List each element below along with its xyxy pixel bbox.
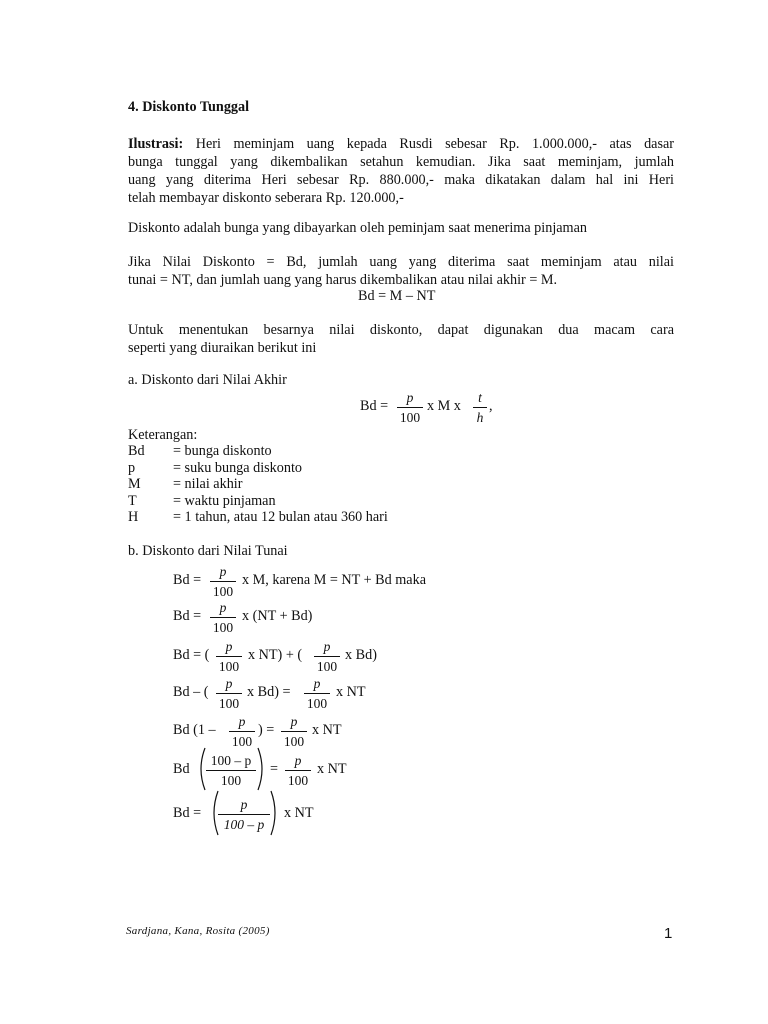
fraction-bar [210,581,236,582]
formula-a-fraction-t [473,389,487,426]
fraction-numerator: p [225,676,233,691]
page-number: 1 [664,925,673,942]
methods-intro-paragraph [128,321,674,357]
formula-b3-middle: x NT) + ( [248,647,303,663]
fraction-bar [206,770,256,771]
formula-b6-middle: = [270,761,279,777]
formula-b4-lhs: Bd – ( [173,684,209,700]
footer-citation: Sardjana, Kana, Rosita (2005) [126,925,270,937]
formula-b7-lhs: Bd = [173,805,202,821]
fraction-numerator: p [225,639,233,654]
fraction-denominator: h [476,410,484,425]
illustration-line-2: bunga tunggal yang dikembalikan setahun kemudian. Jika saat meminjam, jumlah [128,154,674,170]
fraction-denominator: 100 [283,734,305,749]
right-parenthesis-icon [270,790,280,836]
fraction-numerator: p [238,714,246,729]
illustration-text-1: Heri meminjam uang kepada Rusdi sebesar Rp. 1.000.000,- atas dasar [195,136,675,152]
notation-formula: Bd = M – NT [358,288,436,304]
definition-text: Diskonto adalah bunga yang dibayarkan oleh peminjam saat menerima pinjaman [128,220,587,236]
formula-b1-lhs: Bd = [173,572,202,588]
legend-key-p: p [128,460,136,476]
notation-line-1: Jika Nilai Diskonto = Bd, jumlah uang yang diterima saat meminjam atau nilai [128,254,674,270]
fraction-bar [285,770,311,771]
methods-intro-line-2: seperti yang diuraikan berikut ini [128,340,317,356]
fraction-numerator: p [323,639,331,654]
formula-b5-fraction-1 [229,713,255,750]
illustration-label: Ilustrasi: [128,136,184,152]
fraction-bar [210,617,236,618]
formula-b4-rest: x NT [336,684,366,700]
illustration-line-4: telah membayar diskonto seberara Rp. 120.000,- [128,190,404,206]
fraction-bar [304,693,330,694]
illustration-line-3: uang yang diterima Heri sebesar Rp. 880.000,- maka dikatakan dalam hal ini Heri [128,172,674,188]
illustration-line-1 [128,135,674,153]
formula-a-fraction-p [397,389,423,426]
fraction-denominator: 100 [212,620,234,635]
formula-b3-lhs: Bd = ( [173,647,210,663]
formula-b2-fraction [210,599,236,636]
fraction-denominator: 100 [212,584,234,599]
fraction-bar [473,407,487,408]
fraction-numerator: p [290,714,298,729]
legend-key-h: H [128,509,139,525]
fraction-numerator: p [219,564,227,579]
fraction-bar [216,693,242,694]
fraction-bar [397,407,423,408]
fraction-numerator: p [294,753,302,768]
fraction-numerator: p [406,390,414,405]
formula-b6-fraction-1 [206,752,256,789]
legend-value-t: = waktu pinjaman [173,493,276,509]
formula-b2-rest: x (NT + Bd) [242,608,313,624]
fraction-numerator: p [313,676,321,691]
formula-b4-fraction-1 [216,675,242,712]
fraction-bar [229,731,255,732]
legend-key-t: T [128,493,137,509]
formula-b4-fraction-2 [304,675,330,712]
notation-line-2: tunai = NT, dan jumlah uang yang harus dikembalikan atau nilai akhir = M. [128,272,558,288]
formula-a-tail: , [489,398,493,414]
fraction-denominator: 100 [316,659,338,674]
legend-title: Keterangan: [128,427,198,443]
fraction-denominator: 100 [306,696,328,711]
formula-a-middle: x M x [427,398,461,414]
legend-key-bd: Bd [128,443,145,459]
formula-b5-rest: x NT [312,722,342,738]
fraction-denominator: 100 [231,734,253,749]
formula-b5-lhs: Bd (1 – [173,722,216,738]
formula-b5-middle: ) = [258,722,275,738]
fraction-denominator: 100 [220,773,242,788]
notation-paragraph [128,253,674,289]
formula-b4-middle: x Bd) = [247,684,291,700]
methods-intro-line-1: Untuk menentukan besarnya nilai diskonto, dapat digunakan dua macam cara [128,322,674,338]
right-parenthesis-icon [257,747,267,791]
fraction-bar [218,814,270,815]
formula-b5-fraction-2 [281,713,307,750]
fraction-numerator: p [219,600,227,615]
formula-b1-rest: x M, karena M = NT + Bd maka [242,572,426,588]
fraction-numerator: 100 – p [210,753,252,768]
formula-b2-lhs: Bd = [173,608,202,624]
fraction-denominator: 100 [399,410,421,425]
legend-value-m: = nilai akhir [173,476,243,492]
section-a-title: a. Diskonto dari Nilai Akhir [128,372,287,388]
fraction-bar [314,656,340,657]
legend-value-h: = 1 tahun, atau 12 bulan atau 360 hari [173,509,388,525]
section-heading: 4. Diskonto Tunggal [128,99,250,115]
fraction-numerator: p [240,797,248,812]
left-parenthesis-icon [196,747,206,791]
fraction-numerator: t [478,390,482,405]
fraction-bar [281,731,307,732]
formula-b6-rest: x NT [317,761,347,777]
formula-b7-fraction [218,796,270,833]
legend-value-bd: = bunga diskonto [173,443,272,459]
section-b-title: b. Diskonto dari Nilai Tunai [128,543,288,559]
formula-b1-fraction [210,563,236,600]
formula-b6-fraction-2 [285,752,311,789]
formula-b3-fraction-2 [314,638,340,675]
fraction-denominator: 100 [287,773,309,788]
legend-key-m: M [128,476,141,492]
fraction-denominator: 100 – p [223,817,265,832]
legend-value-p: = suku bunga diskonto [173,460,302,476]
formula-a-lhs: Bd = [360,398,389,414]
fraction-bar [216,656,242,657]
fraction-denominator: 100 [218,659,240,674]
formula-b3-fraction-1 [216,638,242,675]
formula-b7-rest: x NT [284,805,314,821]
illustration-paragraph [128,135,674,207]
formula-b3-rest: x Bd) [345,647,377,663]
fraction-denominator: 100 [218,696,240,711]
formula-b6-lhs: Bd [173,761,190,777]
